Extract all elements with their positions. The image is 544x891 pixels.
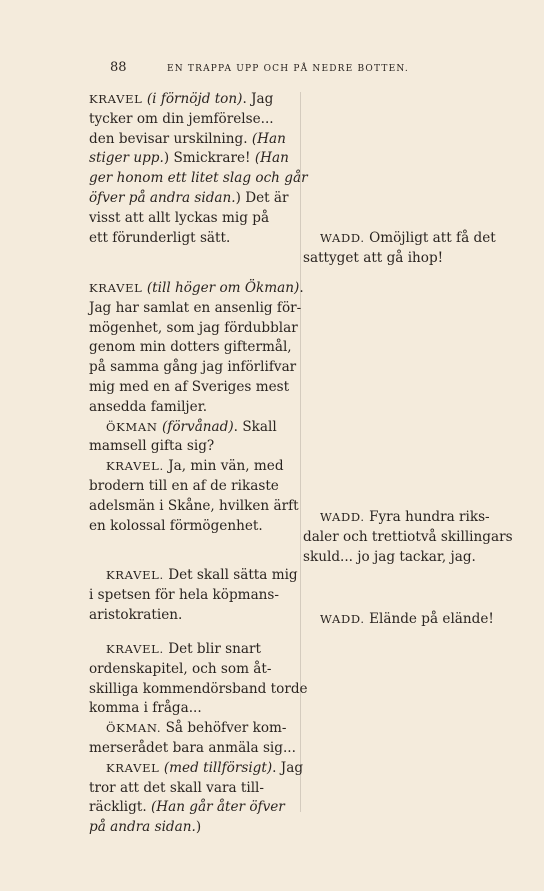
dialogue-text: Elände på elände! — [364, 611, 494, 627]
dialogue-text: sattyget att gå ihop! — [303, 249, 444, 266]
stage-direction: (Han — [251, 130, 286, 147]
dialogue-text: på samma gång jag införlifvar — [89, 359, 297, 376]
speaker-name: KRAVEL. — [106, 568, 164, 582]
text-line — [89, 209, 290, 229]
dialogue-text: brodern till en af de rikaste — [89, 477, 279, 494]
stage-direction: (Han går åter öfver — [150, 799, 285, 816]
stage-direction: (Han — [254, 150, 289, 167]
dialogue-text: Ja, min vän, med — [163, 458, 284, 475]
dialogue-text: . Skall — [233, 418, 277, 435]
speaker-name: KRAVEL — [106, 760, 160, 775]
dialogue-text: skilliga kommendörsband torde — [89, 680, 308, 697]
page-header — [110, 60, 514, 80]
text-line — [89, 606, 290, 626]
running-title: EN TRAPPA UPP OCH PÅ NEDRE BOTTEN. — [167, 64, 409, 74]
stage-direction: (till höger om Ökman) — [146, 280, 300, 296]
speaker-name: KRAVEL — [89, 281, 143, 295]
dialogue-text: . — [299, 280, 304, 296]
text-line — [89, 338, 290, 358]
dialogue-text: genom min dotters giftermål, — [89, 339, 292, 356]
text-line — [89, 566, 298, 586]
dialogue-text: ) Det är — [235, 189, 289, 206]
dialogue-text: Fyra hundra riks- — [364, 509, 490, 525]
dialogue-block-right-3 — [303, 610, 506, 630]
dialogue-text: adelsmän i Skåne, hvilken ärft — [89, 497, 299, 514]
dialogue-text: mamsell gifta sig? — [89, 438, 215, 455]
dialogue-text: skuld... jo jag tackar, jag. — [303, 548, 476, 565]
page-number: 88 — [110, 60, 127, 75]
text-line — [89, 680, 308, 700]
text-line — [303, 229, 506, 249]
stage-direction: (med tillförsigt) — [163, 759, 273, 776]
text-line — [89, 299, 302, 319]
dialogue-text: ett förunderligt sätt. — [89, 229, 231, 246]
text-line — [89, 586, 290, 606]
text-line — [303, 508, 506, 528]
dialogue-text: . Jag — [272, 759, 304, 776]
dialogue-text: Så behöfver kom- — [161, 720, 287, 737]
dialogue-text: komma i fråga... — [89, 700, 202, 717]
text-line — [89, 739, 296, 759]
text-line — [303, 528, 513, 548]
speaker-name: KRAVEL — [89, 92, 143, 106]
dialogue-text: ordenskapitel, och som åt- — [89, 660, 272, 677]
text-line — [89, 418, 290, 438]
dialogue-text: räckligt. — [89, 799, 151, 816]
dialogue-text: en kolossal förmögenhet. — [89, 517, 263, 534]
text-line — [89, 378, 290, 398]
dialogue-text: tror att det skall vara till- — [89, 779, 264, 796]
speaker-name: KRAVEL. — [106, 642, 164, 656]
dialogue-text: daler och trettiotvå skillingars — [303, 528, 513, 545]
stage-direction: på andra sidan. — [89, 819, 196, 836]
speaker-name: ÖKMAN — [106, 419, 158, 434]
text-line — [303, 249, 506, 269]
dialogue-text: ) — [195, 819, 202, 836]
stage-direction: öfver på andra sidan. — [89, 189, 236, 206]
speaker-name: ÖKMAN. — [106, 721, 162, 736]
dialogue-block-right-1 — [303, 229, 506, 269]
text-line — [89, 477, 290, 497]
text-line — [89, 719, 290, 739]
dialogue-text: i spetsen för hela köpmans- — [89, 586, 280, 603]
dialogue-text: merserådet bara anmäla sig... — [89, 739, 296, 756]
dialogue-text: ansedda familjer. — [89, 398, 208, 415]
speaker-name: WADD. — [320, 612, 365, 626]
dialogue-block-left-3 — [89, 566, 298, 625]
text-line — [89, 699, 290, 719]
dialogue-text: tycker om din jemförelse... — [89, 110, 274, 127]
dialogue-text: . Jag — [242, 91, 274, 107]
speaker-name: WADD. — [320, 510, 365, 524]
stage-direction: (i förnöjd ton) — [146, 91, 243, 107]
dialogue-text: mig med en af Sveriges mest — [89, 378, 290, 395]
text-line — [89, 90, 290, 110]
text-line — [89, 497, 299, 517]
text-line — [89, 229, 290, 249]
speaker-name: KRAVEL. — [106, 459, 164, 474]
dialogue-text: Omöjligt att få det — [364, 230, 496, 246]
dialogue-text: den bevisar urskilning. — [89, 130, 252, 147]
text-line — [89, 779, 290, 799]
dialogue-text: Jag har samlat en ansenlig för- — [89, 299, 302, 316]
text-line — [89, 358, 297, 378]
text-line — [89, 149, 290, 169]
dialogue-text: visst att allt lyckas mig på — [89, 209, 270, 226]
dialogue-text: ) Smickrare! — [163, 150, 255, 167]
text-line — [89, 640, 290, 660]
dialogue-block-left-4 — [89, 640, 308, 838]
dialogue-text: aristokratien. — [89, 606, 183, 623]
text-line — [89, 319, 298, 339]
dialogue-block-left-1 — [89, 90, 308, 248]
text-line — [89, 759, 304, 779]
text-line — [303, 548, 506, 568]
speaker-name: WADD. — [320, 231, 365, 245]
text-line — [89, 660, 290, 680]
column-divider — [299, 92, 304, 812]
text-line — [89, 110, 290, 130]
stage-direction: (förvånad) — [162, 418, 234, 435]
text-line — [303, 610, 506, 630]
dialogue-text: Det blir snart — [163, 641, 261, 657]
dialogue-text: mögenhet, som jag fördubblar — [89, 319, 298, 336]
text-line — [89, 798, 290, 818]
text-line — [89, 818, 290, 838]
text-line — [89, 457, 290, 477]
text-line — [89, 169, 308, 189]
dialogue-block-left-2 — [89, 279, 304, 536]
dialogue-block-right-2 — [303, 508, 513, 567]
stage-direction: ger honom ett litet slag och går — [89, 170, 308, 187]
text-line — [89, 437, 290, 457]
dialogue-text: Det skall sätta mig — [163, 567, 298, 583]
stage-direction: stiger upp. — [89, 150, 164, 167]
text-line — [89, 189, 290, 209]
text-line — [89, 517, 290, 537]
text-line — [89, 130, 290, 150]
text-line — [89, 279, 304, 299]
text-line — [89, 398, 290, 418]
